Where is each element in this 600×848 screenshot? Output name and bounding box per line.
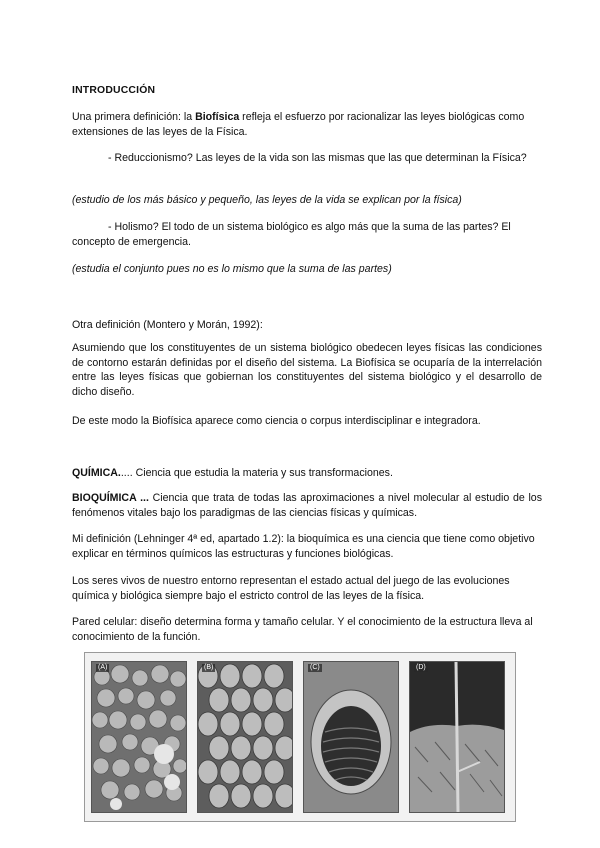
micrograph-panel-a <box>91 661 187 813</box>
holismo-note: (estudia el conjunto pues no es lo mismo que la suma de las partes) <box>72 263 392 275</box>
panel-a-label: (A) <box>98 664 108 671</box>
lehninger-definition: Mi definición (Lehninger 4ª ed, apartado 1.2): la bioquímica es una ciencia que tiene como objetivo explicar en términos químicos las estructuras y funciones biológicas. <box>72 533 535 560</box>
biofisica-term: Biofísica <box>195 111 240 123</box>
quimica-text: .... Ciencia que estudia la materia y sus transformaciones. <box>120 467 393 479</box>
cell-wall-micrograph-figure <box>84 652 516 822</box>
bioquimica-definition <box>72 491 542 520</box>
micrograph-panel-c <box>303 661 399 813</box>
conclusion-paragraph: De este modo la Biofísica aparece como ciencia o corpus interdisciplinar e integradora. <box>72 415 481 427</box>
panel-c-label: (C) <box>310 664 320 671</box>
pared-celular-paragraph: Pared celular: diseño determina forma y tamaño celular. Y el conocimiento de la estructura lleva al conocimiento de la función. <box>72 616 533 643</box>
section-heading: INTRODUCCIÓN <box>72 85 156 96</box>
other-definition-body: Asumiendo que los constituyentes de un sistema biológico obedecen leyes físicas las condiciones de contorno estarán definidas por el diseño del sistema. La Biofísica se ocuparía de la interrelación entre las leyes físicas que gobiernan los constituyentes del sistema biológico y el desarrollo de dicho diseño. <box>72 342 542 398</box>
bioquimica-text: Ciencia que trata de todas las aproximaciones a nivel molecular al estudio de los fenómenos vitales bajo los paradigmas de las ciencias físicas y químicas. <box>72 492 542 519</box>
micrograph-panel-d <box>409 661 505 813</box>
bioquimica-term: BIOQUÍMICA ... <box>72 492 149 504</box>
first-definition-text: Una primera definición: la <box>72 111 196 123</box>
first-definition-rest: refleja el esfuerzo por racionalizar las leyes biológicas como extensiones de las leyes de la Física. <box>72 111 525 138</box>
other-definition-title: Otra definición (Montero y Morán, 1992): <box>72 319 263 331</box>
micrograph-a-image <box>92 662 186 812</box>
quimica-term: QUÍMICA. <box>72 467 121 479</box>
reduccionismo-paragraph: - Reduccionismo? Las leyes de la vida son las mismas que las que determinan la Física? <box>108 152 527 164</box>
micrograph-c-image <box>304 662 398 812</box>
panel-b-label: (B) <box>204 664 214 671</box>
micrograph-d-image <box>410 662 504 812</box>
first-definition <box>72 110 542 139</box>
reduccionismo-note: (estudio de los más básico y pequeño, las leyes de la vida se explican por la física) <box>72 194 462 206</box>
seres-vivos-paragraph: Los seres vivos de nuestro entorno representan el estado actual del juego de las evoluciones química y biológica siempre bajo el estricto control de las leyes de la física. <box>72 575 510 602</box>
micrograph-panel-b <box>197 661 293 813</box>
quimica-definition <box>72 466 542 481</box>
panel-d-label: (D) <box>416 664 426 671</box>
micrograph-b-image <box>198 662 292 812</box>
holismo-paragraph: - Holismo? El todo de un sistema biológico es algo más que la suma de las partes? El concepto de emergencia. <box>72 221 511 248</box>
